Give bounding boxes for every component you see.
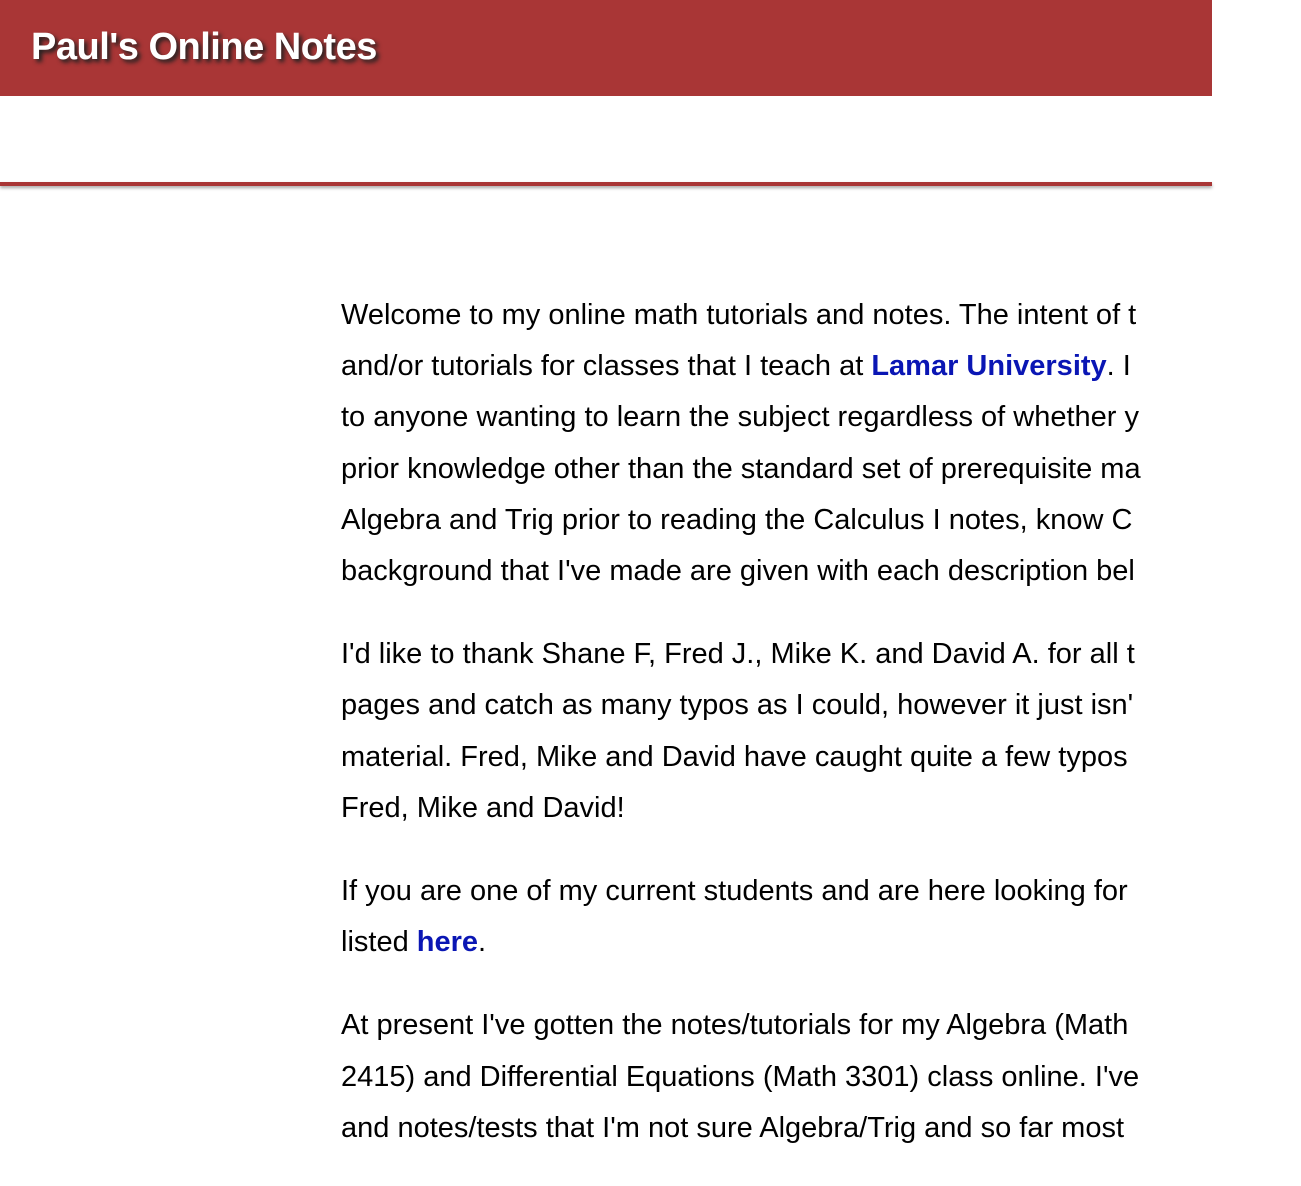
text-line: background that I've made are given with each description bel: [341, 555, 1135, 588]
students-paragraph: [341, 866, 1301, 968]
nav-bar: [0, 96, 1212, 182]
text-fragment: and/or tutorials for classes that I teach at: [341, 350, 872, 383]
text-fragment: .: [478, 926, 487, 959]
text-line: and notes/tests that I'm not sure Algebra/Trig and so far most: [341, 1111, 1125, 1144]
main-content: [341, 290, 1301, 1186]
lamar-university-link[interactable]: Lamar University: [871, 350, 1107, 383]
here-link[interactable]: here: [416, 926, 479, 959]
text-line: I'd like to thank Shane F, Fred J., Mike K. and David A. for all t: [341, 638, 1135, 671]
text-line: [341, 341, 1301, 392]
text-line: Algebra and Trig prior to reading the Calculus I notes, know C: [341, 503, 1133, 536]
intro-paragraph: [341, 290, 1301, 597]
present-paragraph: [341, 1000, 1301, 1154]
text-fragment: listed: [341, 926, 417, 959]
thanks-paragraph: [341, 629, 1301, 834]
text-line: prior knowledge other than the standard set of prerequisite ma: [341, 452, 1141, 485]
text-line: At present I've gotten the notes/tutorials for my Algebra (Math: [341, 1009, 1129, 1042]
site-title[interactable]: Paul's Online Notes: [31, 26, 377, 68]
text-line: 2415) and Differential Equations (Math 3301) class online. I've: [341, 1060, 1140, 1093]
text-line: Fred, Mike and David!: [341, 791, 625, 824]
text-line: If you are one of my current students and are here looking for: [341, 875, 1128, 908]
text-line: material. Fred, Mike and David have caught quite a few typos: [341, 740, 1128, 773]
site-header: [0, 0, 1212, 96]
text-line: Welcome to my online math tutorials and notes. The intent of t: [341, 299, 1137, 331]
text-line: to anyone wanting to learn the subject regardless of whether y: [341, 401, 1139, 434]
text-line: [341, 917, 1301, 968]
header-divider: [0, 182, 1212, 186]
text-fragment: . I: [1106, 350, 1131, 383]
text-line: pages and catch as many typos as I could, however it just isn': [341, 689, 1134, 722]
